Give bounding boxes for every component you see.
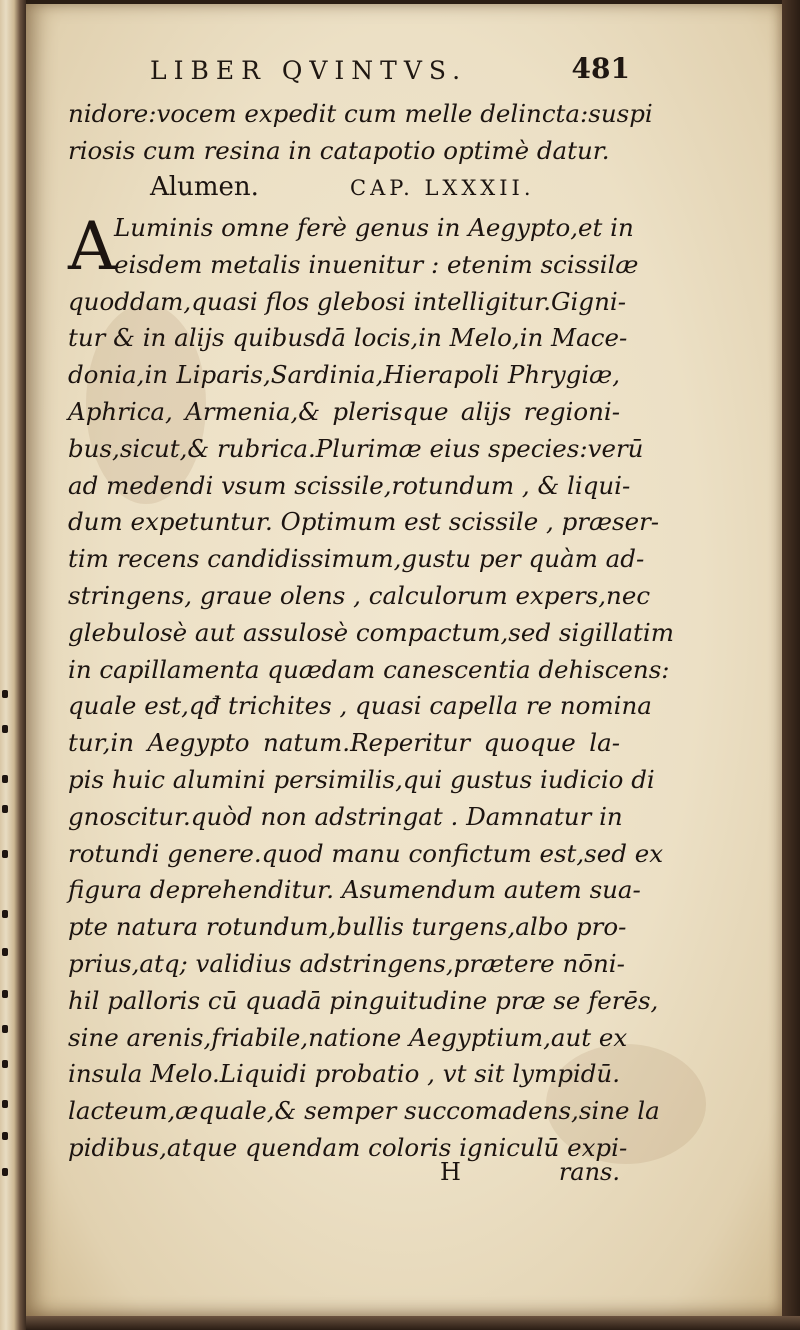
- page-footer: [68, 1158, 620, 1190]
- ink-mark: [2, 725, 8, 733]
- ink-mark: [2, 1168, 8, 1176]
- book-edge-right: [782, 0, 800, 1330]
- text-line: bus,sicut,& rubrica.Plurimæ eius species:verū: [68, 433, 644, 463]
- text-line: Luminis omne ferè genus in Aegypto,et in: [114, 213, 634, 242]
- continued-text: [68, 96, 653, 170]
- chapter-number: CAP. LXXXII.: [350, 176, 535, 200]
- text-line: lacteum,æquale,& semper succomadens,sine la: [68, 1096, 660, 1126]
- ink-mark: [2, 1025, 8, 1033]
- text-line: Aphrica, Armenia,& plerisque alijs regioni-: [68, 396, 620, 426]
- catchword: rans.: [558, 1158, 620, 1186]
- book-edge-bottom: [26, 1316, 800, 1330]
- text-line: tim recens candidissimum,gustu per quàm ad-: [68, 544, 645, 574]
- signature-mark: H: [440, 1158, 461, 1186]
- ink-mark: [2, 775, 8, 783]
- chapter-title: Alumen.: [150, 172, 259, 202]
- text-line: quale est,qđ trichites , quasi capella re nomina: [68, 691, 652, 721]
- text-line: glebulosè aut assulosè compactum,sed sigillatim: [68, 617, 674, 647]
- ink-mark: [2, 1100, 8, 1108]
- ink-mark: [2, 910, 8, 918]
- text-line: nidore:vocem expedit cum melle delincta:suspi: [68, 99, 653, 128]
- text-line: pidibus,atque quendam coloris igniculū expi-: [68, 1132, 628, 1162]
- facing-page-edge: [0, 0, 26, 1330]
- chapter-body: [68, 208, 674, 1167]
- ink-mark: [2, 1132, 8, 1140]
- text-line: tur,in Aegypto natum.Reperitur quoque la-: [68, 728, 620, 758]
- running-head: [120, 52, 630, 92]
- text-line: quoddam,quasi flos glebosi intelligitur.Gigni-: [68, 286, 626, 316]
- text-line: eisdem metalis inuenitur : etenim scissilæ: [114, 249, 639, 279]
- text-line: prius,atq; validius adstringens,prætere nōni-: [68, 948, 625, 978]
- ink-mark: [2, 805, 8, 813]
- text-line: riosis cum resina in catapotio optimè datur.: [68, 135, 610, 165]
- chapter-heading: [150, 172, 550, 206]
- text-line: figura deprehenditur. Asumendum autem sua-: [68, 875, 641, 905]
- text-line: pte natura rotundum,bullis turgens,albo pro-: [68, 912, 627, 942]
- ink-mark: [2, 690, 8, 698]
- text-line: gnoscitur.quòd non adstringat . Damnatur in: [68, 801, 623, 831]
- text-line: rotundi genere.quod manu confictum est,sed ex: [68, 838, 664, 868]
- text-line: stringens, graue olens , calculorum expers,nec: [68, 580, 651, 610]
- ink-mark: [2, 850, 8, 858]
- ink-mark: [2, 1060, 8, 1068]
- text-line: tur & in alijs quibusdā locis,in Melo,in Mace-: [68, 323, 628, 353]
- text-line: donia,in Liparis,Sardinia,Hierapoli Phrygiæ,: [68, 360, 620, 390]
- drop-cap-initial: A: [68, 208, 116, 285]
- running-head-title: LIBER QVINTVS.: [150, 56, 468, 85]
- text-line: pis huic alumini persimilis,qui gustus iudicio di: [68, 764, 655, 794]
- text-line: ad medendi vsum scissile,rotundum , & liqui-: [68, 470, 631, 500]
- text-line: hil palloris cū quadā pinguitudine præ se ferēs,: [68, 985, 659, 1015]
- page-number: 481: [571, 52, 630, 85]
- ink-mark: [2, 990, 8, 998]
- text-line: in capillamenta quædam canescentia dehiscens:: [68, 654, 670, 684]
- ink-mark: [2, 948, 8, 956]
- text-line: dum expetuntur. Optimum est scissile , præser-: [68, 507, 660, 537]
- text-line: insula Melo.Liquidi probatio , vt sit lympidū.: [68, 1059, 620, 1089]
- text-line: sine arenis,friabile,natione Aegyptium,aut ex: [68, 1022, 628, 1052]
